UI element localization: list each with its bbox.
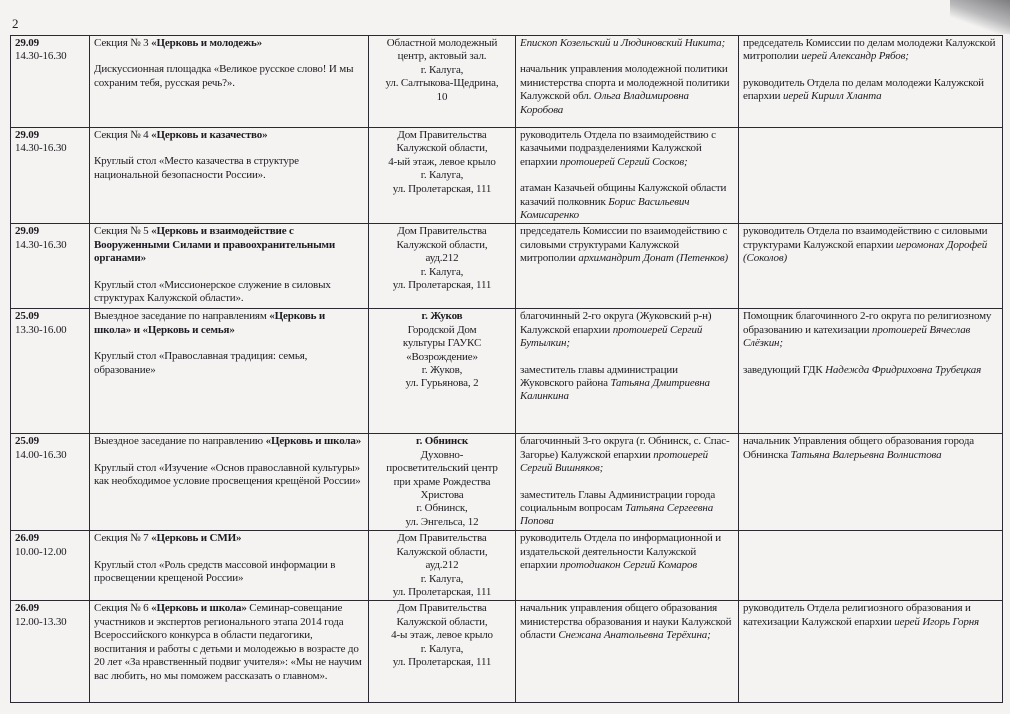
venue-cell bbox=[369, 128, 516, 224]
table-row bbox=[11, 601, 1003, 703]
schedule-table-body bbox=[11, 36, 1003, 703]
venue-line: г. Жуков, bbox=[421, 364, 463, 377]
moderators-cell bbox=[516, 434, 739, 531]
bold-text: «Церковь и СМИ» bbox=[151, 532, 242, 545]
text: Секция № 4 bbox=[94, 129, 152, 141]
venue-city: г. Обнинск bbox=[415, 435, 469, 448]
italic-name: Борис Васильевич Комисаренко bbox=[520, 195, 690, 222]
text: начальник Управления общего образования города Обнинска bbox=[743, 435, 975, 461]
date: 25.09 bbox=[15, 310, 40, 323]
text-block bbox=[520, 37, 734, 50]
moderators-cell bbox=[516, 601, 739, 703]
responsible-cell bbox=[739, 309, 1003, 434]
venue-line: Духовно- bbox=[420, 448, 464, 461]
text-block bbox=[743, 225, 998, 265]
venue-line: 10 bbox=[436, 90, 448, 103]
page-number: 2 bbox=[12, 16, 19, 31]
date-cell bbox=[11, 36, 90, 128]
venue-line: ул. Пролетарская, 111 bbox=[392, 656, 492, 669]
date-cell bbox=[11, 601, 90, 703]
date: 26.09 bbox=[15, 532, 40, 545]
venue-line: г. Калуга, bbox=[420, 265, 464, 278]
text-block bbox=[743, 435, 998, 462]
venue-line: ул. Энгельса, 12 bbox=[405, 515, 479, 528]
bold-text: «Церковь и школа» и «Церковь и семья» bbox=[94, 310, 326, 336]
text-block bbox=[743, 77, 998, 104]
text: Круглый стол «Место казачества в структуре национальной безопасности России». bbox=[94, 155, 299, 181]
venue-line: Калужской области, bbox=[396, 615, 488, 628]
italic-name: протоиерей Сергий Сосков; bbox=[559, 155, 688, 168]
date: 29.09 bbox=[15, 129, 40, 141]
italic-name: Ольга Владимировна Коробова bbox=[520, 90, 689, 116]
bold-text: «Церковь и молодежь» bbox=[151, 37, 263, 49]
text: заведующий ГДК bbox=[743, 363, 826, 376]
venue-line: ул. Пролетарская, 111 bbox=[392, 182, 492, 195]
text: председатель Комиссии по делам молодежи Калужской митрополии bbox=[743, 37, 996, 63]
italic-name: иеромонах Дорофей (Соколов) bbox=[743, 238, 988, 265]
text-block bbox=[520, 364, 734, 404]
venue-line: ауд.212 bbox=[425, 252, 459, 265]
bold-text: «Церковь и казачество» bbox=[151, 129, 268, 141]
venue-city: г. Жуков bbox=[421, 310, 463, 323]
date-cell bbox=[11, 434, 90, 531]
table-row bbox=[11, 128, 1003, 224]
moderators-cell bbox=[516, 531, 739, 601]
responsible-cell bbox=[739, 531, 1003, 601]
text-block bbox=[94, 279, 364, 306]
date-cell bbox=[11, 531, 90, 601]
text: Круглый стол «Роль средств массовой информации в просвещении крещеной России» bbox=[94, 558, 336, 585]
text: Круглый стол «Изучение «Основ православной культуры» как необходимое условие просвещения крещёной России» bbox=[94, 461, 361, 488]
venue-line: ул. Салтыкова-Щедрина, bbox=[385, 77, 499, 90]
text: Круглый стол «Православная традиция: семья, образование» bbox=[94, 350, 308, 376]
text-block bbox=[520, 310, 734, 350]
venue-line: Калужской области, bbox=[396, 545, 488, 558]
text-block bbox=[743, 602, 998, 629]
text: руководитель Отдела по взаимодействию с силовыми структурами Калужской епархии bbox=[743, 225, 988, 251]
venue-line: ул. Пролетарская, 111 bbox=[392, 279, 492, 292]
venue-line: г. Калуга, bbox=[420, 572, 464, 585]
folded-page-corner bbox=[950, 0, 1010, 34]
text-block bbox=[743, 364, 998, 377]
text-block bbox=[520, 129, 734, 169]
venue-cell bbox=[369, 36, 516, 128]
time: 14.00-16.30 bbox=[15, 448, 67, 461]
text: Дискуссионная площадка «Великое русское слово! И мы сохраним тебя, русская речь?». bbox=[94, 63, 354, 89]
venue-line: г. Обнинск, bbox=[416, 502, 468, 515]
moderators-cell bbox=[516, 309, 739, 434]
schedule-table bbox=[10, 35, 1003, 703]
time: 13.30-16.00 bbox=[15, 323, 67, 336]
time: 14.30-16.30 bbox=[15, 50, 67, 63]
italic-name: Надежда Фридриховна Трубецкая bbox=[825, 363, 982, 376]
text-block bbox=[520, 602, 734, 642]
italic-name: протоиерей Вячеслав Слёзкин; bbox=[743, 323, 971, 350]
text: Секция № 6 bbox=[94, 602, 152, 615]
date-cell bbox=[11, 224, 90, 309]
text-block bbox=[94, 129, 364, 142]
time: 12.00-13.30 bbox=[15, 615, 67, 628]
italic-name: Снежана Анатольевна Терёхина; bbox=[558, 629, 711, 642]
venue-line: ауд.212 bbox=[425, 559, 459, 572]
venue-line: Калужской области, bbox=[396, 238, 488, 251]
venue-cell bbox=[369, 224, 516, 309]
venue-cell bbox=[369, 309, 516, 434]
moderators-cell bbox=[516, 224, 739, 309]
text-block bbox=[520, 63, 734, 117]
event-cell bbox=[90, 36, 369, 128]
event-cell bbox=[90, 309, 369, 434]
italic-name: Татьяна Сергеевна Попова bbox=[520, 502, 714, 528]
date: 25.09 bbox=[15, 435, 40, 448]
table-row bbox=[11, 224, 1003, 309]
text: председатель Комиссии по взаимодействию с силовыми структурами Калужской митрополии bbox=[520, 225, 728, 265]
text: руководитель Отдела по взаимодействию с казачьими подразделениями Калужской епархии bbox=[520, 129, 716, 168]
venue-line: г. Калуга, bbox=[420, 642, 464, 655]
text-block bbox=[94, 155, 364, 182]
event-cell bbox=[90, 128, 369, 224]
table-row bbox=[11, 309, 1003, 434]
venue-line: 4-ый этаж, левое крыло bbox=[388, 155, 496, 168]
text: Секция № 3 bbox=[94, 37, 152, 49]
venue-line: Дом Правительства bbox=[397, 129, 487, 141]
venue-line: Дом Правительства bbox=[397, 532, 487, 545]
responsible-cell bbox=[739, 601, 1003, 703]
event-cell bbox=[90, 434, 369, 531]
text-block bbox=[94, 532, 364, 545]
date: 29.09 bbox=[15, 225, 40, 238]
event-cell bbox=[90, 531, 369, 601]
text-block bbox=[94, 462, 364, 489]
venue-line: центр, актовый зал. bbox=[397, 50, 487, 63]
date: 26.09 bbox=[15, 602, 40, 615]
text: благочинный 3-го округа (г. Обнинск, с. Спас-Загорье) Калужской епархии bbox=[520, 435, 730, 461]
venue-line: Дом Правительства bbox=[397, 602, 487, 615]
text: начальник управления общего образования министерства образования и науки Калужской области bbox=[520, 602, 732, 642]
venue-cell bbox=[369, 531, 516, 601]
italic-name: архимандрит Донат (Петенков) bbox=[578, 252, 729, 265]
responsible-cell bbox=[739, 128, 1003, 224]
text: руководитель Отдела религиозного образования и катехизации Калужской епархии bbox=[743, 602, 971, 628]
table-row bbox=[11, 36, 1003, 128]
venue-line: ул. Гурьянова, 2 bbox=[405, 377, 479, 390]
text: руководитель Отдела по делам молодежи Калужской епархии bbox=[743, 76, 984, 103]
venue-line: Городской Дом bbox=[407, 323, 477, 336]
venue-line: 4-ы этаж, левое крыло bbox=[391, 629, 493, 642]
text-block bbox=[94, 310, 364, 337]
italic-name: Татьяна Дмитриевна Калинкина bbox=[520, 377, 710, 403]
text-block bbox=[94, 225, 364, 265]
bold-text: «Церковь и школа» bbox=[151, 602, 247, 615]
moderators-cell bbox=[516, 36, 739, 128]
text: Секция № 7 bbox=[94, 532, 152, 545]
venue-line: Калужской области, bbox=[396, 142, 488, 155]
venue-line: культуры ГАУКС bbox=[402, 337, 482, 350]
text-block bbox=[743, 310, 998, 350]
text-block bbox=[520, 532, 734, 572]
table-row bbox=[11, 434, 1003, 531]
text-block bbox=[94, 559, 364, 586]
responsible-cell bbox=[739, 224, 1003, 309]
text: атаман Казачьей общины Калужской области казачий полковник bbox=[520, 182, 727, 208]
venue-line: просветительский центр bbox=[386, 462, 498, 475]
event-cell bbox=[90, 224, 369, 309]
bold-text: «Церковь и школа» bbox=[265, 435, 362, 448]
table-row bbox=[11, 531, 1003, 601]
text-block bbox=[94, 435, 364, 448]
text-block bbox=[94, 602, 364, 682]
italic-name: протодиакон Сергий Комаров bbox=[559, 559, 697, 572]
time: 14.30-16.30 bbox=[15, 238, 67, 251]
time: 10.00-12.00 bbox=[15, 545, 67, 558]
text-block bbox=[520, 489, 734, 529]
text: Секция № 5 bbox=[94, 225, 152, 238]
italic-name: иерей Игорь Горня bbox=[894, 615, 979, 628]
text: заместитель Главы Администрации города социальным вопросам bbox=[520, 488, 716, 515]
time: 14.30-16.30 bbox=[15, 142, 67, 155]
date-cell bbox=[11, 309, 90, 434]
moderators-cell bbox=[516, 128, 739, 224]
italic-name: иерей Александр Рябов; bbox=[801, 50, 909, 63]
bold-text: «Церковь и взаимодействие с Вооруженными Силами и правоохранительными органами» bbox=[94, 225, 336, 265]
text-block bbox=[94, 37, 364, 50]
italic-name: Татьяна Валерьевна Волнистова bbox=[790, 448, 942, 461]
venue-line: ул. Пролетарская, 111 bbox=[392, 586, 492, 599]
venue-line: г. Калуга, bbox=[420, 63, 464, 76]
date: 29.09 bbox=[15, 37, 40, 49]
text-block bbox=[520, 182, 734, 222]
italic-name: иерей Кирилл Хланта bbox=[782, 90, 882, 103]
text: заместитель главы администрации Жуковского района bbox=[520, 363, 678, 390]
italic-name: Епископ Козельский и Людиновский Никита; bbox=[520, 37, 726, 49]
venue-line: Дом Правительства bbox=[397, 225, 487, 238]
venue-line: при храме Рождества bbox=[393, 475, 491, 488]
text: руководитель Отдела по информационной и издательской деятельности Калужской епархии bbox=[520, 532, 721, 572]
text-block bbox=[743, 37, 998, 64]
text-block bbox=[520, 435, 734, 475]
text: Выездное заседание по направлению bbox=[94, 435, 266, 448]
text-block bbox=[520, 225, 734, 265]
text: Выездное заседание по направлениям bbox=[94, 310, 270, 323]
italic-name: протоиерей Сергий Вишняков; bbox=[520, 448, 709, 475]
text: Семинар-совещание участников и экспертов регионального этапа 2014 года Всероссийского конкурса в области педагогики, воспитания и работы с детьми и молодежью в возрасте до 20 лет «За нравственный подвиг учителя»: «Мы не научим вас любить, но мы поможем рассказать о главном». bbox=[94, 602, 362, 682]
venue-cell bbox=[369, 434, 516, 531]
date-cell bbox=[11, 128, 90, 224]
text: начальник управления молодежной политики министерства спорта и молодежной политики Калужской обл. bbox=[520, 63, 730, 103]
text-block bbox=[94, 350, 364, 377]
italic-name: протоиерей Сергий Бутылкин; bbox=[520, 323, 703, 350]
text: Круглый стол «Миссионерское служение в силовых структурах Калужской области». bbox=[94, 278, 331, 305]
event-cell bbox=[90, 601, 369, 703]
venue-line: Христова bbox=[420, 489, 464, 502]
responsible-cell bbox=[739, 36, 1003, 128]
text: благочинный 2-го округа (Жуковский р-н) Калужской епархии bbox=[520, 310, 712, 336]
venue-line: г. Калуга, bbox=[420, 169, 464, 182]
venue-cell bbox=[369, 601, 516, 703]
responsible-cell bbox=[739, 434, 1003, 531]
venue-line: «Возрождение» bbox=[406, 350, 478, 363]
text: Помощник благочинного 2-го округа по религиозному образованию и катехизации bbox=[743, 310, 992, 336]
text-block bbox=[94, 63, 364, 90]
venue-line: Областной молодежный bbox=[386, 37, 498, 49]
